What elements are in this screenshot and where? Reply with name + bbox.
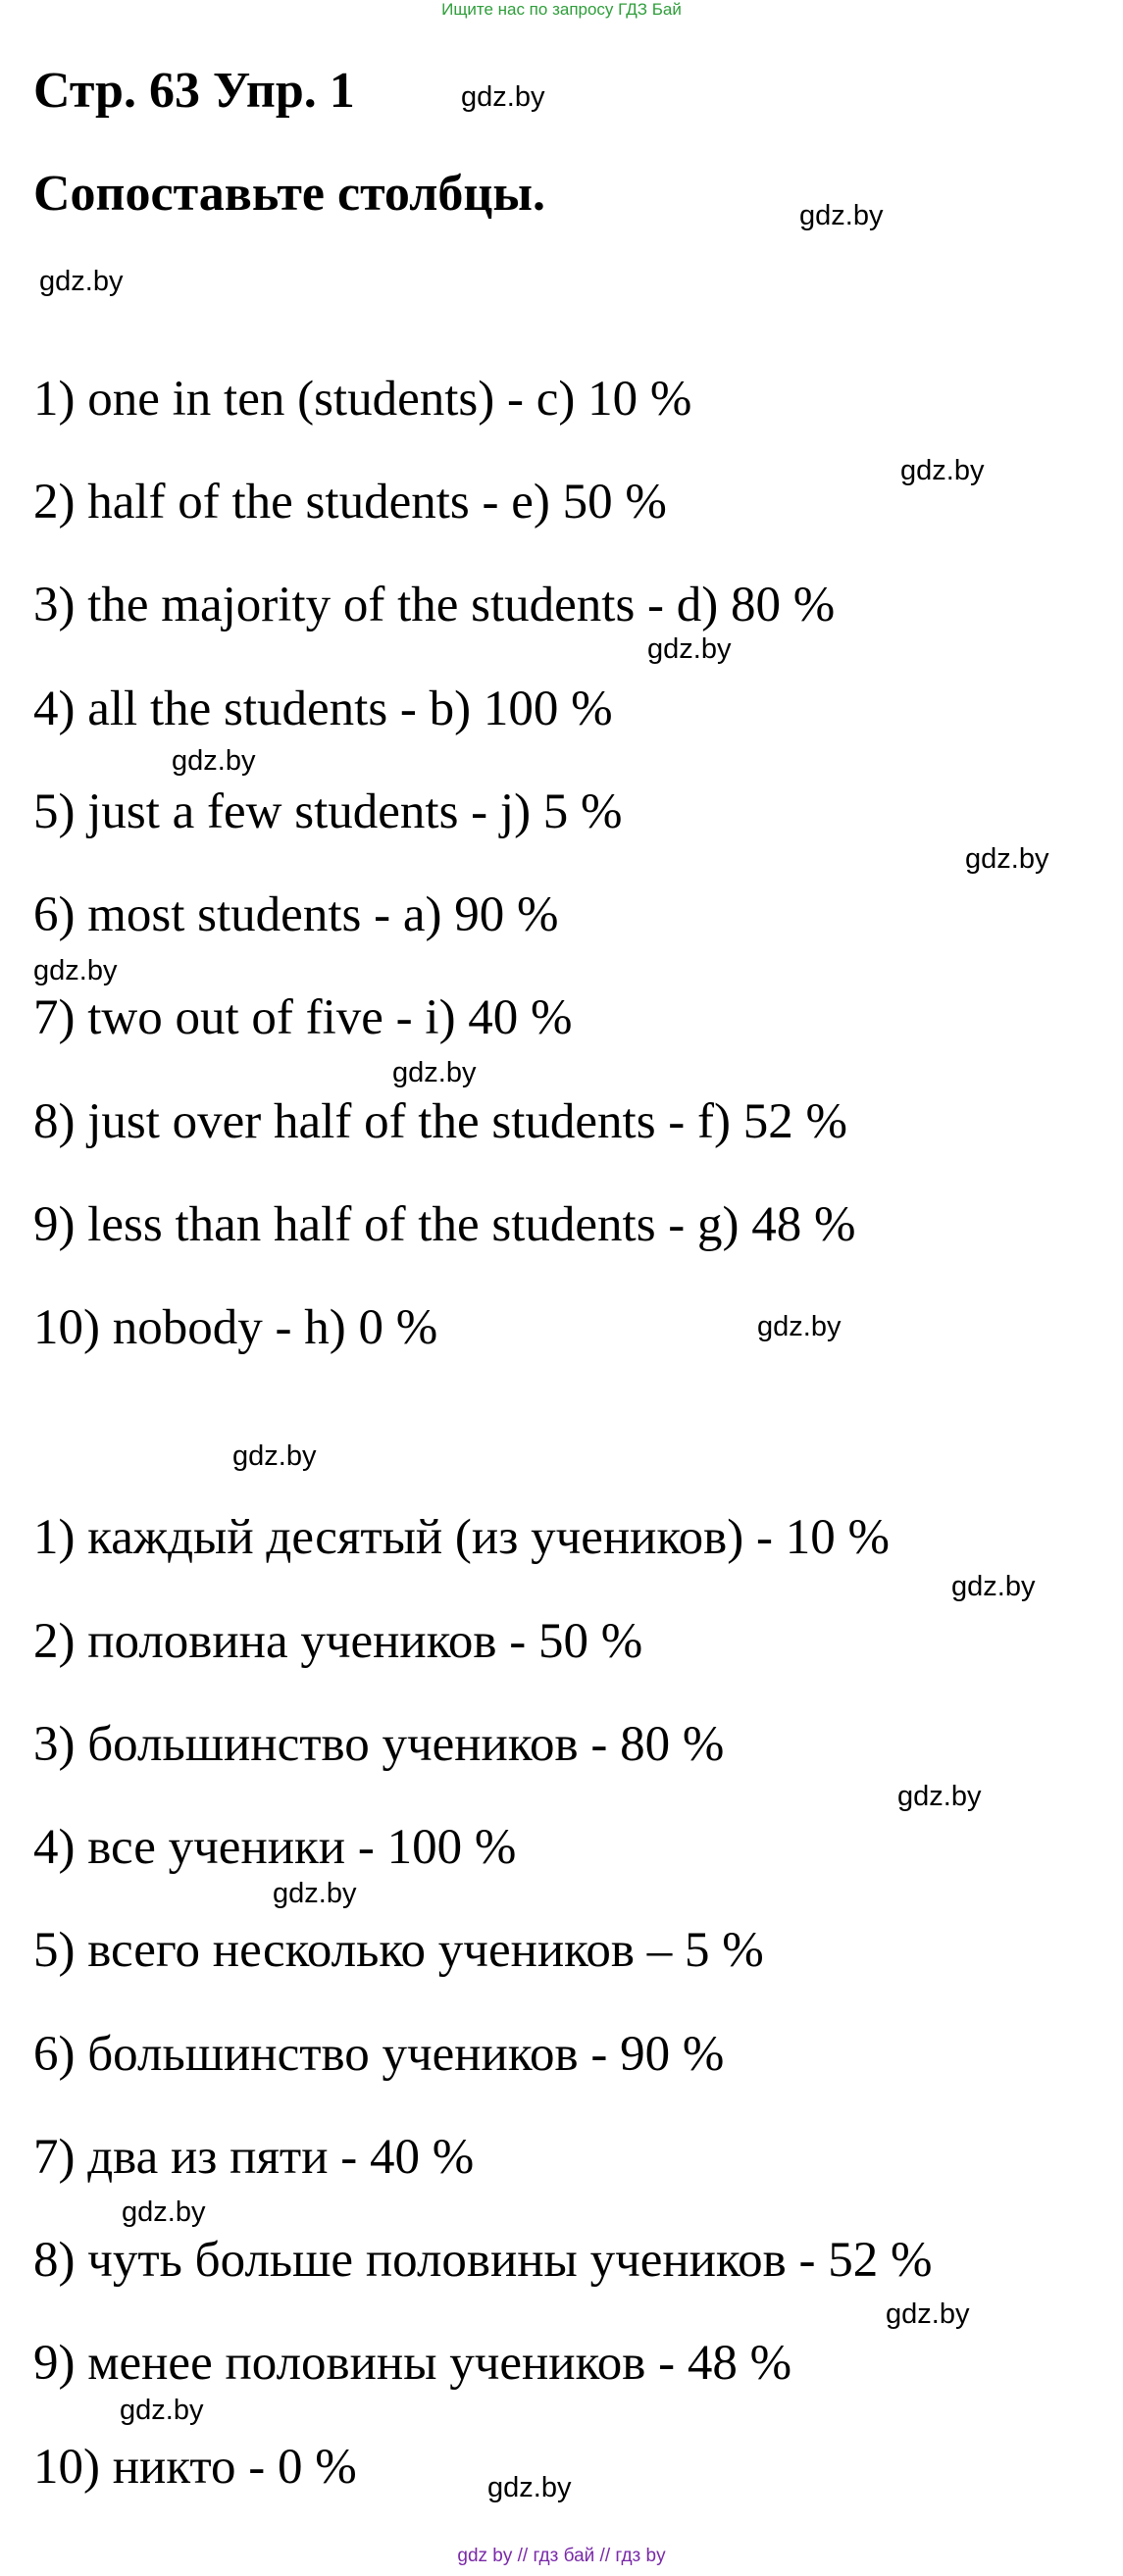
english-line-10: 10) nobody - h) 0 %: [33, 1300, 438, 1355]
watermark: gdz.by: [799, 200, 884, 231]
watermark: gdz.by: [461, 81, 545, 113]
watermark: gdz.by: [273, 1878, 357, 1909]
english-line-8: 8) just over half of the students - f) 52 %: [33, 1094, 847, 1149]
english-line-6: 6) most students - a) 90 %: [33, 887, 559, 942]
watermark: gdz.by: [886, 2298, 970, 2330]
watermark: gdz.by: [122, 2197, 206, 2228]
english-line-1: 1) one in ten (students) - c) 10 %: [33, 372, 692, 427]
english-line-2: 2) half of the students - e) 50 %: [33, 475, 667, 530]
russian-line-5: 5) всего несколько учеников – 5 %: [33, 1923, 764, 1978]
english-line-7: 7) two out of five - i) 40 %: [33, 990, 573, 1045]
watermark: gdz.by: [965, 843, 1049, 875]
page-title: Стр. 63 Упр. 1: [33, 63, 355, 119]
watermark: gdz.by: [39, 266, 124, 297]
russian-line-6: 6) большинство учеников - 90 %: [33, 2027, 725, 2082]
watermark: gdz.by: [120, 2395, 204, 2426]
footer-links: gdz by // гдз бай // гдз by: [457, 2546, 666, 2566]
english-line-9: 9) less than half of the students - g) 48 %: [33, 1197, 856, 1252]
watermark: gdz.by: [33, 955, 118, 986]
watermark: gdz.by: [951, 1571, 1036, 1602]
watermark: gdz.by: [232, 1440, 317, 1472]
watermark: gdz.by: [647, 633, 732, 665]
russian-line-1: 1) каждый десятый (из учеников) - 10 %: [33, 1510, 890, 1565]
russian-line-3: 3) большинство учеников - 80 %: [33, 1717, 725, 1772]
russian-line-2: 2) половина учеников - 50 %: [33, 1614, 643, 1669]
watermark: gdz.by: [897, 1781, 982, 1812]
russian-line-7: 7) два из пяти - 40 %: [33, 2130, 475, 2185]
russian-line-8: 8) чуть больше половины учеников - 52 %: [33, 2233, 933, 2288]
english-line-5: 5) just a few students - j) 5 %: [33, 784, 623, 839]
search-banner: Ищите нас по запросу ГДЗ Бай: [441, 0, 682, 19]
watermark: gdz.by: [757, 1311, 842, 1342]
russian-line-4: 4) все ученики - 100 %: [33, 1820, 517, 1875]
english-line-4: 4) all the students - b) 100 %: [33, 682, 613, 736]
watermark: gdz.by: [900, 455, 985, 486]
task-instruction: Сопоставьте столбцы.: [33, 166, 545, 222]
watermark: gdz.by: [487, 2472, 572, 2503]
watermark: gdz.by: [392, 1057, 477, 1088]
russian-line-10: 10) никто - 0 %: [33, 2440, 357, 2495]
russian-line-9: 9) менее половины учеников - 48 %: [33, 2336, 792, 2391]
watermark: gdz.by: [172, 745, 256, 777]
english-line-3: 3) the majority of the students - d) 80 %: [33, 578, 836, 632]
